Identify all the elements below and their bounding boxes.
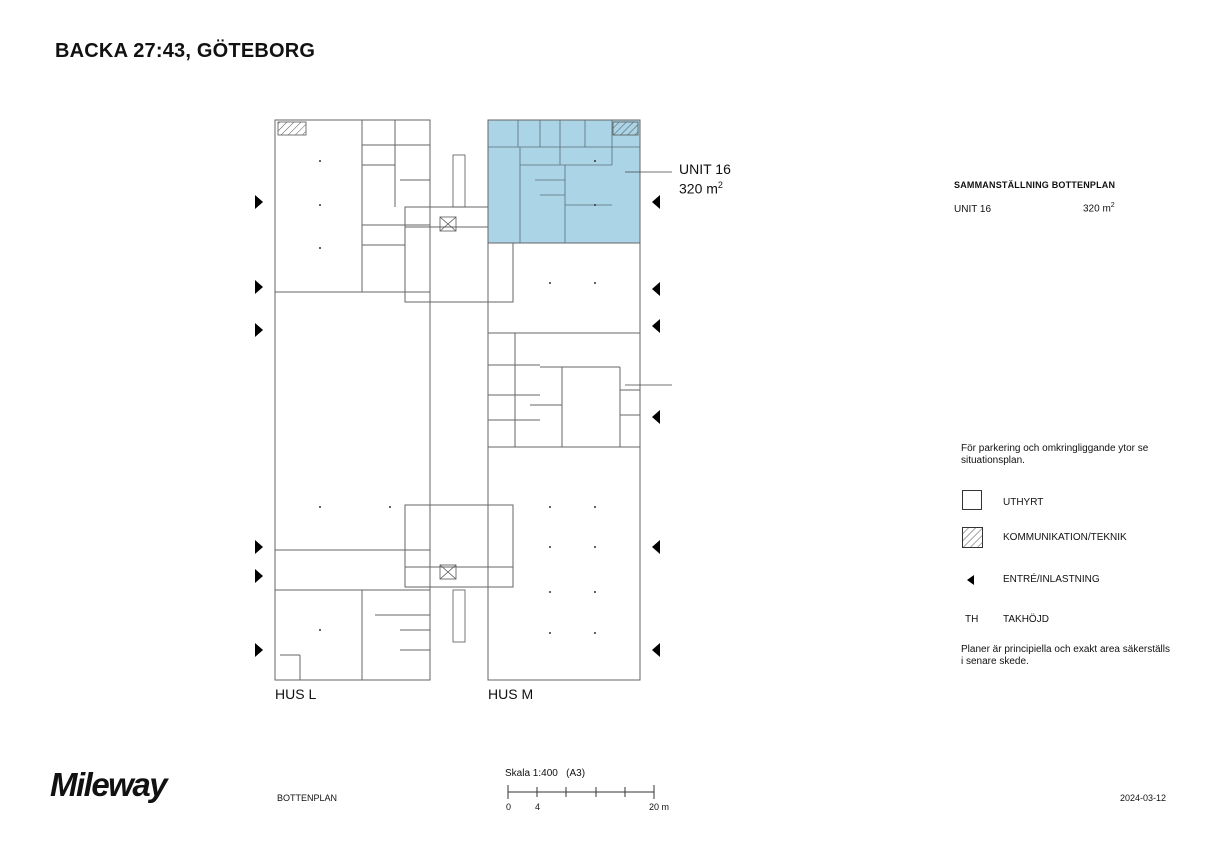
scale-bar bbox=[500, 784, 680, 804]
legend-hatched-box bbox=[962, 527, 984, 549]
unit-area: 320 $m^2$ bbox=[679, 180, 723, 197]
summary-row-name: UNIT 16 bbox=[954, 204, 992, 215]
disclaimer-note: Planer är principiella och exakt area säkerställs i senare skede. bbox=[961, 644, 1170, 667]
entrance-markers bbox=[255, 195, 660, 657]
scale-tick-0: 0 bbox=[506, 802, 512, 812]
hus-l-outline bbox=[275, 120, 430, 680]
floor-plan bbox=[240, 105, 690, 695]
legend-empty-box bbox=[962, 490, 982, 510]
legend-label-ceiling-height: TAKHÖJD bbox=[1003, 614, 1049, 625]
legend-label-communication: KOMMUNIKATION/TEKNIK bbox=[1003, 532, 1127, 543]
mileway-logo: Mileway bbox=[50, 766, 167, 803]
plan-name: BOTTENPLAN bbox=[277, 793, 338, 803]
legend-label-rented: UTHYRT bbox=[1003, 497, 1044, 508]
scale-tick-20: 20 m bbox=[649, 802, 670, 812]
date-label: 2024-03-12 bbox=[1120, 793, 1167, 803]
summary-row-area: 320 $m^2$ bbox=[1083, 202, 1115, 215]
legend-triangle-icon bbox=[966, 574, 976, 586]
scale-tick-4: 4 bbox=[535, 802, 541, 812]
hatched-area bbox=[613, 122, 638, 135]
hatched-area bbox=[278, 122, 306, 135]
scale-label: Skala 1:400 (A3) bbox=[505, 768, 586, 779]
unit-16-label bbox=[679, 161, 731, 197]
summary-title: SAMMANSTÄLLNING BOTTENPLAN bbox=[954, 180, 1116, 190]
building-label-right: HUS M bbox=[488, 686, 534, 702]
unit-name: UNIT 16 bbox=[679, 161, 731, 177]
legend-label-entrance: ENTRÉ/INLASTNING bbox=[1003, 574, 1100, 585]
unit-16-area bbox=[488, 120, 640, 243]
page-title: BACKA 27:43, GÖTEBORG bbox=[55, 40, 316, 62]
building-label-left: HUS L bbox=[275, 686, 317, 702]
legend-symbol-th: TH bbox=[965, 614, 979, 625]
parking-note: För parkering och omkringliggande ytor se situationsplan. bbox=[961, 443, 1149, 466]
